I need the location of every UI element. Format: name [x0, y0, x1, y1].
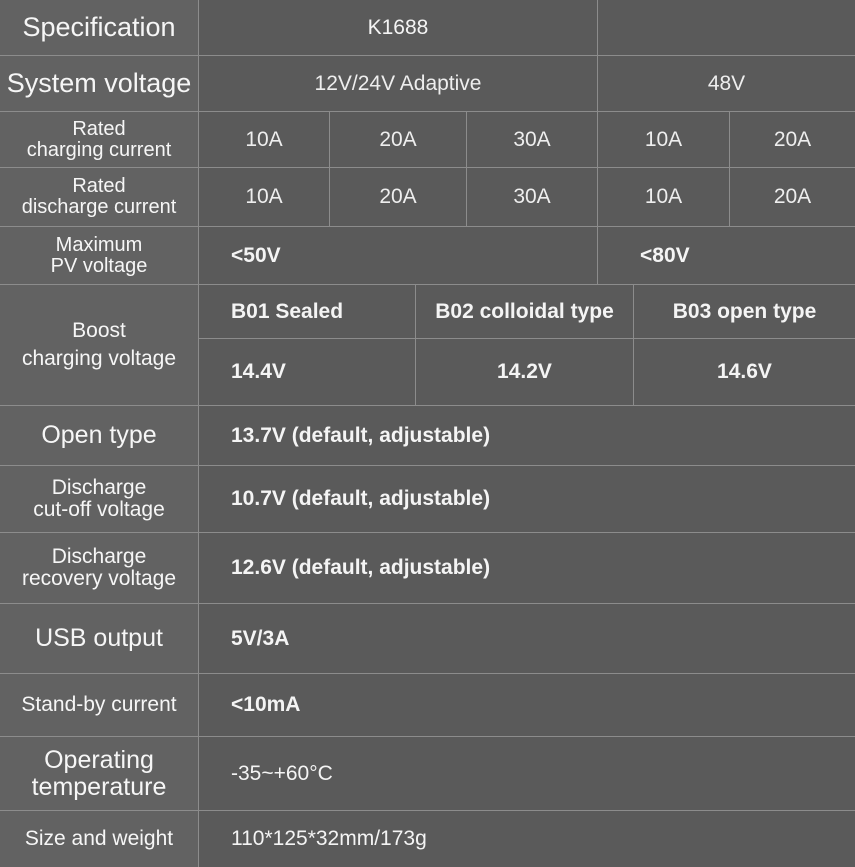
- boost-type: B01 Sealed: [199, 285, 415, 338]
- discharge-cutoff-value: 10.7V (default, adjustable): [199, 466, 855, 532]
- system-voltage-12-24: 12V/24V Adaptive: [199, 56, 597, 111]
- rated-discharge-value: 10A: [199, 168, 329, 226]
- row-label-open-type: Open type: [0, 406, 198, 465]
- rated-discharge-value: 20A: [730, 168, 855, 226]
- row-label-discharge-cutoff: Discharge cut-off voltage: [0, 466, 198, 532]
- grid-line-horizontal: [0, 167, 855, 168]
- grid-line-horizontal: [0, 111, 855, 112]
- grid-line-vertical: [329, 112, 330, 226]
- size-weight-value: 110*125*32mm/173g: [199, 811, 855, 867]
- rated-discharge-value: 30A: [467, 168, 597, 226]
- row-label-max-pv: Maximum PV voltage: [0, 227, 198, 284]
- grid-line-vertical: [415, 285, 416, 405]
- row-label-rated-discharge: Rated discharge current: [0, 168, 198, 226]
- row-label-standby: Stand-by current: [0, 674, 198, 736]
- rated-charging-value: 30A: [467, 112, 597, 167]
- row-label-rated-charging: Rated charging current: [0, 112, 198, 167]
- rated-discharge-value: 10A: [598, 168, 729, 226]
- rated-discharge-value: 20A: [330, 168, 466, 226]
- row-label-operating-temp: Operating temperature: [0, 737, 198, 810]
- grid-line-horizontal: [0, 55, 855, 56]
- discharge-recovery-value: 12.6V (default, adjustable): [199, 533, 855, 603]
- grid-line-horizontal: [0, 465, 855, 466]
- grid-line-horizontal: [0, 226, 855, 227]
- boost-value: 14.2V: [416, 339, 633, 405]
- row-label-specification: Specification: [0, 0, 198, 55]
- row-label-system-voltage: System voltage: [0, 56, 198, 111]
- grid-line-vertical: [729, 112, 730, 226]
- boost-value: 14.4V: [199, 339, 415, 405]
- empty-cell: [598, 0, 855, 55]
- boost-value: 14.6V: [634, 339, 855, 405]
- boost-type: B03 open type: [634, 285, 855, 338]
- system-voltage-48: 48V: [598, 56, 855, 111]
- standby-value: <10mA: [199, 674, 855, 736]
- max-pv-12-24: <50V: [199, 227, 597, 284]
- grid-line-horizontal: [0, 405, 855, 406]
- row-label-usb-output: USB output: [0, 604, 198, 673]
- rated-charging-value: 10A: [199, 112, 329, 167]
- row-label-size-weight: Size and weight: [0, 811, 198, 867]
- grid-line-horizontal: [0, 810, 855, 811]
- boost-type: B02 colloidal type: [416, 285, 633, 338]
- grid-line-horizontal: [0, 532, 855, 533]
- row-label-discharge-recovery: Discharge recovery voltage: [0, 533, 198, 603]
- open-type-value: 13.7V (default, adjustable): [199, 406, 855, 465]
- grid-line-horizontal: [199, 338, 855, 339]
- rated-charging-value: 10A: [598, 112, 729, 167]
- max-pv-48: <80V: [598, 227, 855, 284]
- operating-temp-value: -35~+60°C: [199, 737, 855, 810]
- grid-line-horizontal: [0, 284, 855, 285]
- rated-charging-value: 20A: [730, 112, 855, 167]
- grid-line-vertical: [597, 0, 598, 284]
- row-label-boost: Boost charging voltage: [0, 285, 198, 405]
- model-value: K1688: [199, 0, 597, 55]
- grid-line-horizontal: [0, 673, 855, 674]
- grid-line-horizontal: [0, 736, 855, 737]
- grid-line-vertical: [633, 285, 634, 405]
- grid-line-vertical: [466, 112, 467, 226]
- grid-line-horizontal: [0, 603, 855, 604]
- rated-charging-value: 20A: [330, 112, 466, 167]
- usb-output-value: 5V/3A: [199, 604, 855, 673]
